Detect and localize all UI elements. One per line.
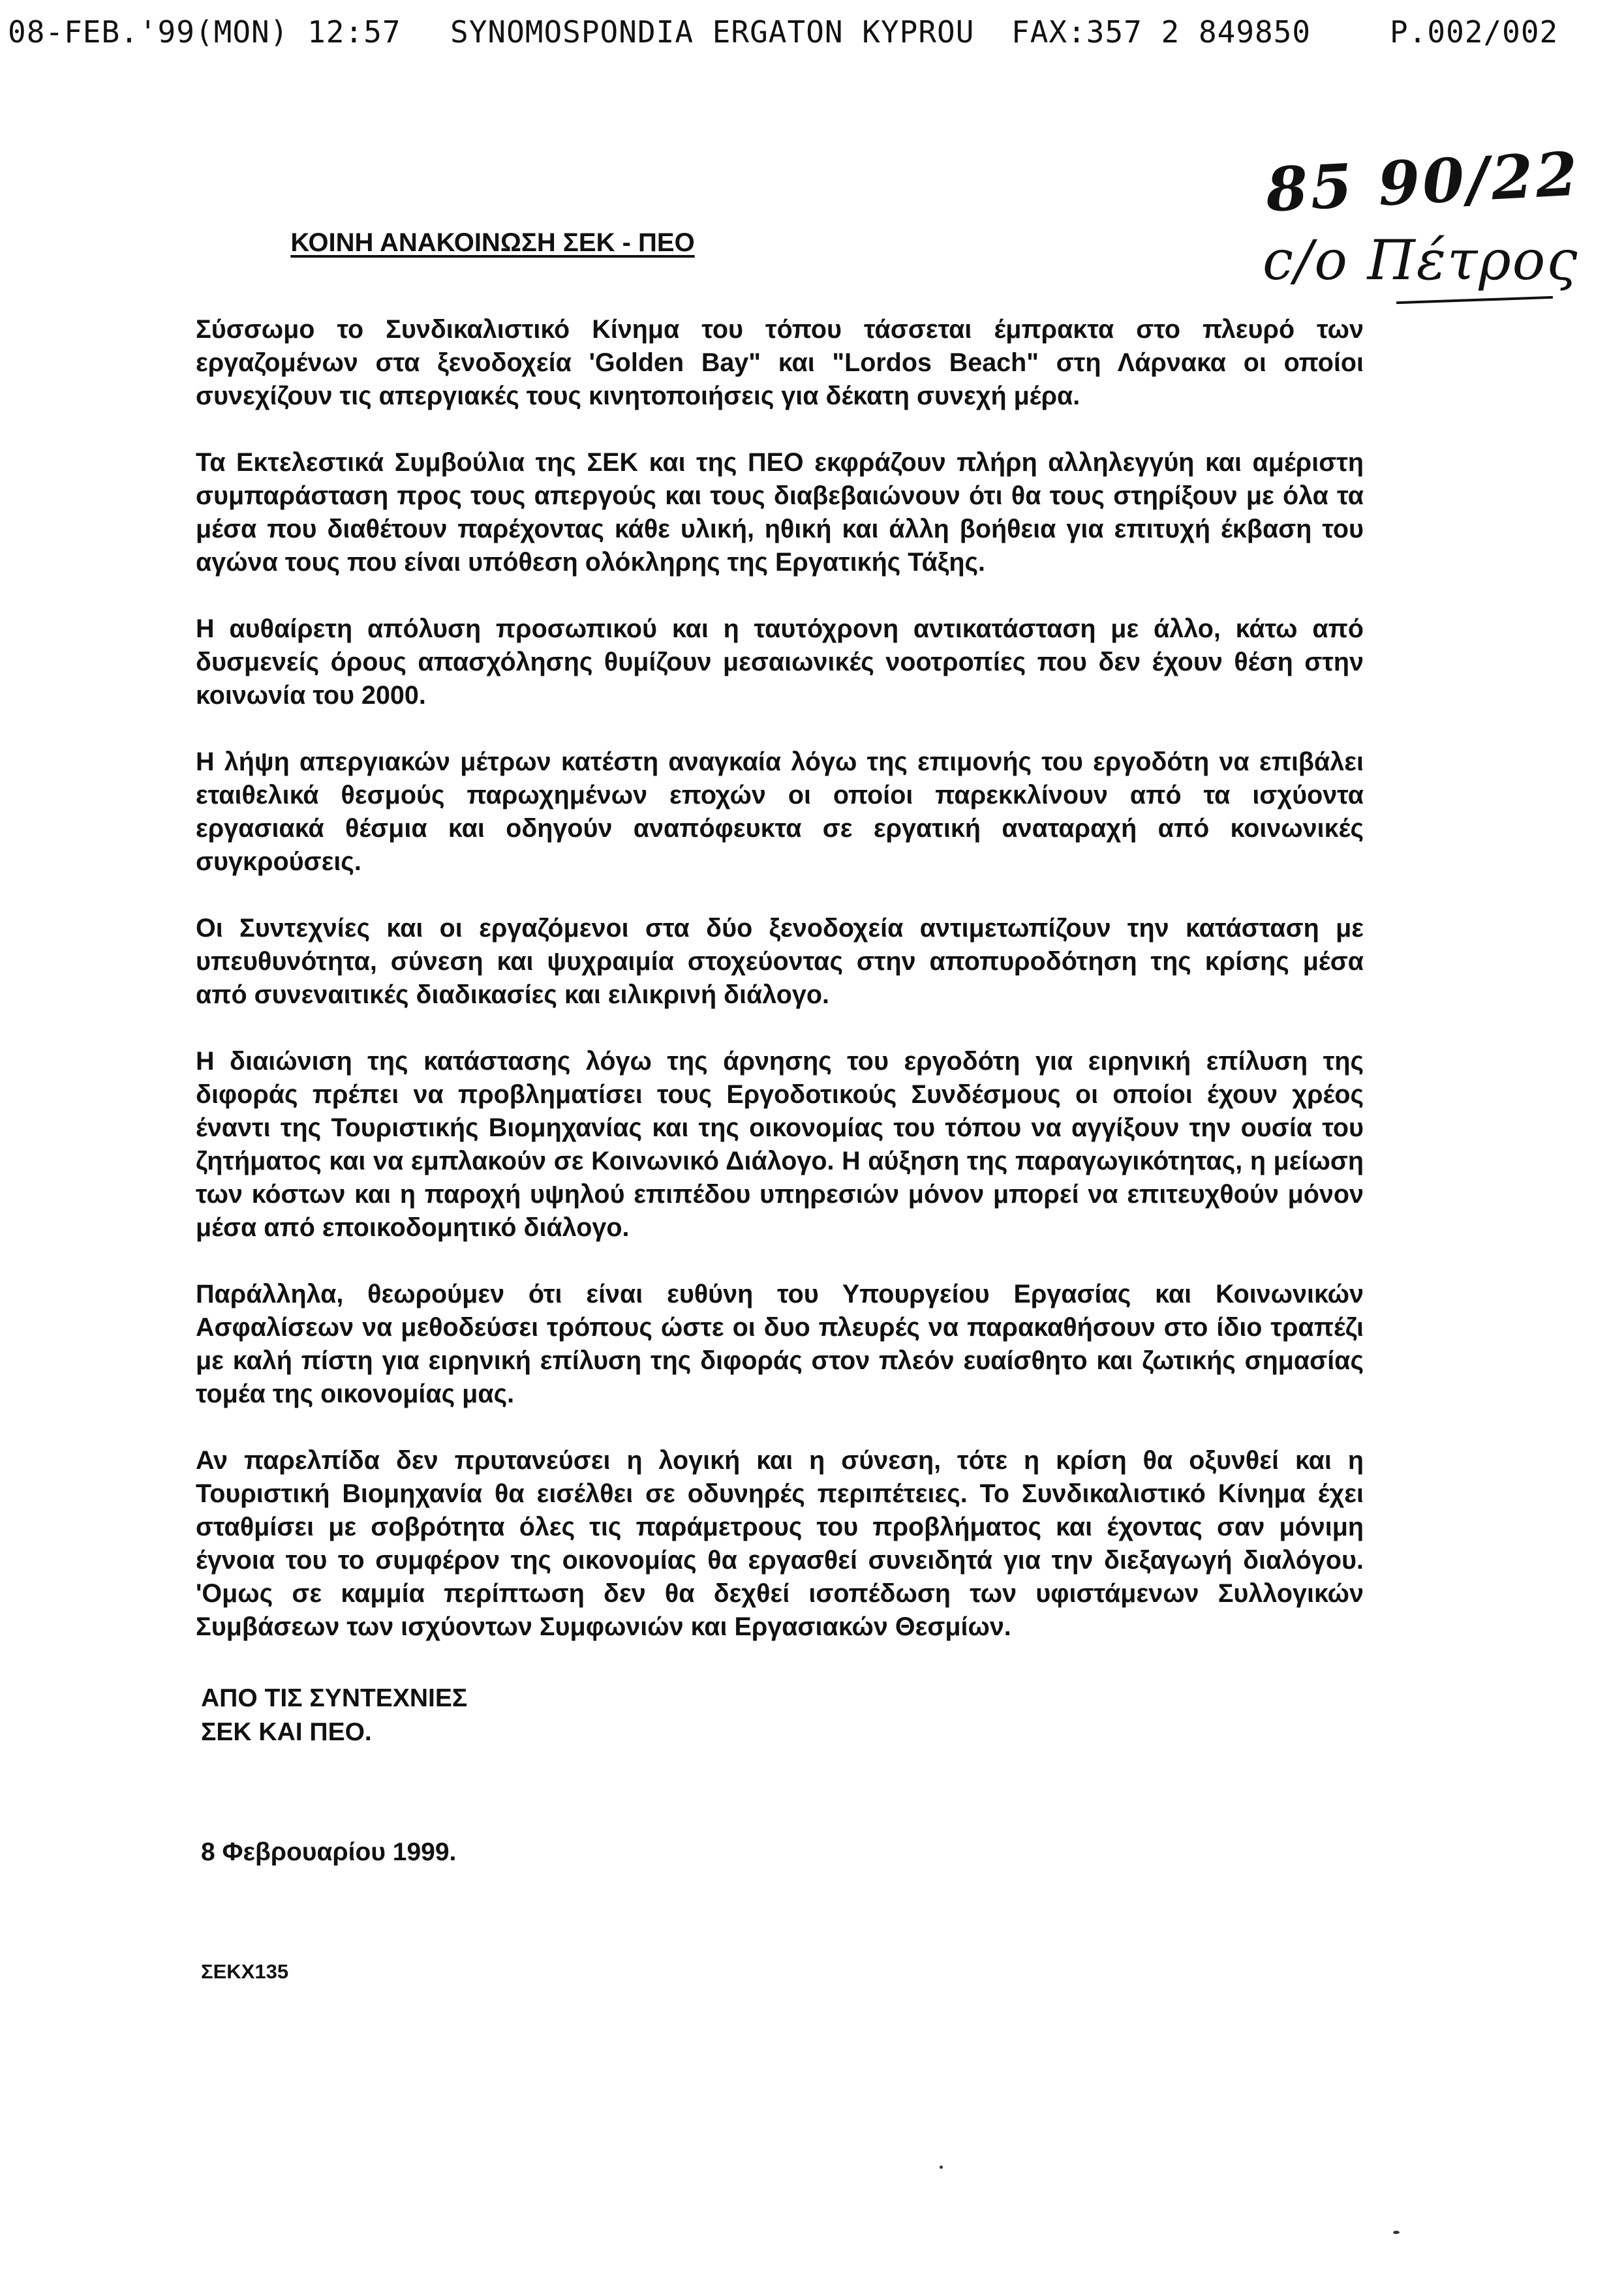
handwritten-note: c/o Πέτρος [1263,228,1579,292]
reference-code: ΣΕΚΧ135 [201,1960,289,1983]
document-title: ΚΟΙΝΗ ΑΝΑΚΟΙΝΩΣΗ ΣΕΚ - ΠΕΟ [290,228,695,257]
paragraph: Τα Εκτελεστικά Συμβούλια της ΣΕΚ και της ΠΕΟ εκφράζουν πλήρη αλληλεγγύη και αμέριστη συμπαράσταση προς τους απεργούς και τους διαβεβαιώνουν ότι θα τους στηρίξουν με όλα τα μέσα που διαθέτουν παρέχοντας κάθε υλική, ηθική και άλλη βοήθεια για επιτυχή έκβαση του αγώνα τους που είναι υπόθεση ολόκληρης της Εργατικής Τάξης. [196,448,1364,577]
paragraph: Οι Συντεχνίες και οι εργαζόμενοι στα δύο ξενοδοχεία αντιμετωπίζουν την κατάσταση με υπευθυνότητα, σύνεση και ψυχραιμία στοχεύοντας στην αποπυροδότηση της κρίσης μέσα από συνεναιτικές διαδικασίες και ειλικρινή διάλογο. [196,914,1364,1009]
scan-speck [940,2166,943,2169]
paragraph: Η λήψη απεργιακών μέτρων κατέστη αναγκαία λόγω της επιμονής του εργοδότη να επιβάλει εταιθελικά θεσμούς παρωχημένων εποχών οι οποίοι παρεκκλίνουν από τα ισχύοντα εργασιακά θέσμια και οδηγούν αναπόφευκτα σε εργατική αναταραχή από κοινωνικές συγκρούσεις. [196,748,1364,876]
paragraph: Η αυθαίρετη απόλυση προσωπικού και η ταυτόχρονη αντικατάσταση με άλλο, κάτω από δυσμενείς όρους απασχόλησης θυμίζουν μεσαιωνικές νοοτροπίες που δεν έχουν θέση στην κοινωνία του 2000. [196,614,1364,710]
signoff [201,1682,467,1749]
signoff-line: ΣΕΚ ΚΑΙ ΠΕΟ. [201,1718,372,1746]
paragraph: Η διαιώνιση της κατάστασης λόγω της άρνησης του εργοδότη για ειρηνική επίλυση της διφοράς πρέπει να προβληματίσει τους Εργοδοτικούς Συνδέσμους οι οποίοι έχουν χρέος έναντι της Τουριστικής Βιομηχανίας και της οικονομίας του τόπου να αγγίξουν την ουσία του ζητήματος και να εμπλακούν σε Κοινωνικό Διάλογο. Η αύξηση της παραγωγικότητας, η μείωση των κόστων και η παροχή υψηλού επιπέδου υπηρεσιών μόνον μπορεί να επιτευχθούν μόνον μέσα από εποικοδομητικό διάλογο. [196,1047,1364,1242]
document-body [196,313,1364,1677]
paragraph: Σύσσωμο το Συνδικαλιστικό Κίνημα του τόπου τάσσεται έμπρακτα στο πλευρό των εργαζομένων στα ξενοδοχεία 'Golden Bay" και "Lordos Beach" στη Λάρνακα οι οποίοι συνεχίζουν τις απεργιακές τους κινητοποιήσεις για δέκατη συνεχή μέρα. [196,315,1364,410]
scan-speck [1393,2231,1400,2234]
fax-page-number: P.002/002 [1390,14,1559,50]
paragraph: Παράλληλα, θεωρούμεν ότι είναι ευθύνη του Υπουργείου Εργασίας και Κοινωνικών Ασφαλίσεων να μεθοδεύσει τρόπους ώστε οι δυο πλευρές να παρακαθήσουν στο ίδιο τραπέζι με καλή πίστη για ειρηνική επίλυση της διφοράς στον πλεόν ευαίσθητο και ζωτικής σημασίας τομέα της οικονομίας μας. [196,1280,1364,1408]
signoff-line: ΑΠΟ ΤΙΣ ΣΥΝΤΕΧΝΙΕΣ [201,1684,468,1712]
handwritten-underline [1396,296,1553,304]
fax-sender: SYNOMOSPONDIA ERGATON KYPROU [450,14,975,50]
fax-header [0,8,1609,67]
fax-number: FAX:357 2 849850 [1011,14,1311,50]
document-date: 8 Φεβρουαρίου 1999. [201,1838,457,1866]
fax-datetime: 08-FEB.'99(MON) 12:57 [8,14,401,50]
handwritten-reference: 85 90/22 [1264,138,1582,226]
paragraph: Αν παρελπίδα δεν πρυτανεύσει η λογική και η σύνεση, τότε η κρίση θα οξυνθεί και η Τουριστική Βιομηχανία θα εισέλθει σε οδυνηρές περιπέτειες. Το Συνδικαλιστικό Κίνημα έχει σταθμίσει με σοβρότητα όλες τις παράμετρους του προβλήματος και έχοντας σαν μόνιμη έγνοια του το συμφέρον της οικονομίας θα εργασθεί συνειδητά για την διεξαγωγή διαλόγου. 'Ομως σε καμμία περίπτωση δεν θα δεχθεί ισοπέδωση των υφιστάμενων Συλλογικών Συμβάσεων των ισχύοντων Συμφωνιών και Εργασιακών Θεσμίων. [196,1446,1364,1641]
